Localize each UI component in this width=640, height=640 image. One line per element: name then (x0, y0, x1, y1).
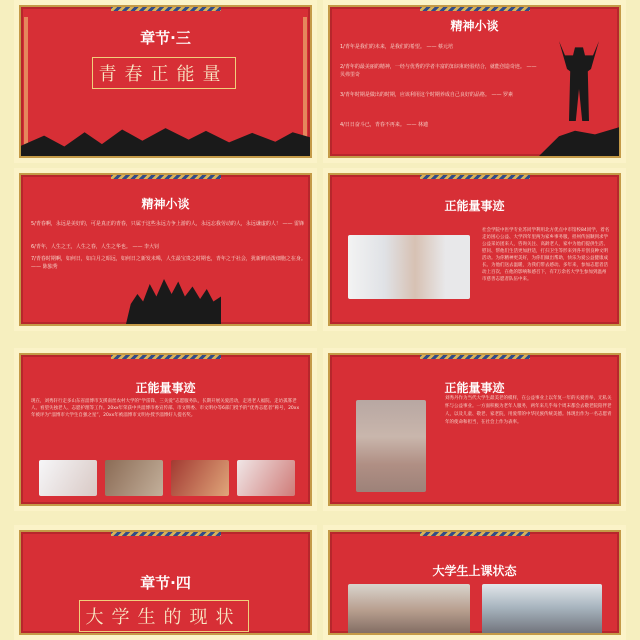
quote-6: 6/青年，人生之王，人生之春，人生之华也。 —— 李大钊 (31, 244, 160, 250)
classroom-photo-2 (482, 584, 602, 635)
top-ribbon (420, 353, 530, 359)
quote-7: 7/青春时期啊，如何日，如白月之昭远，如何日之新发未晞，人生最宝贵之时期也，青年之于社会，犹新鲜活泼细胞之在身。 —— 陈独秀 (31, 256, 306, 270)
slide-title: 大学生上课状态 (432, 564, 517, 578)
slide-frame (19, 5, 312, 158)
activity-photo-1 (39, 460, 97, 496)
slide-frame (328, 173, 621, 326)
slide-title: 正能量事迹 (444, 381, 505, 395)
slide-class-status[interactable] (323, 525, 626, 640)
slide-frame (19, 530, 312, 635)
slide-spirit-talk-2[interactable] (14, 168, 317, 331)
cheering-crowd-silhouette (21, 122, 310, 156)
quote-2: 2/青年的最美丽的精神，一经与优秀的学者丰富的知识和经验结合，就能创造奇迹。 —— 贝弗里奇 (340, 64, 537, 78)
top-ribbon (111, 5, 221, 11)
slide-frame (328, 353, 621, 506)
story-text: 现在，刘秀轩行走多山东省淄博市支援南丝农村大学的“学雷锋、三关爱”志愿服务队，长期开展关爱活动，走进老人福院、走访孤寡老人、看望失独老人、志愿护理等工作。20xx年荣获中共淄博市委宣传部、市文明委、市文明办等6部门授予的“优秀志愿者”称号，20xx年被评为“淄博市大学生自强之星”，20xx年被淄博市文明办授予淄博好人提名奖。 (31, 399, 300, 418)
quote-1: 1/青年是我们的未来，是我们的希望。 —— 蔡元培 (340, 44, 454, 50)
chapter-title: 章节·四 (140, 574, 191, 592)
chapter-title: 章节·三 (140, 29, 191, 47)
activity-photo-3 (171, 460, 229, 496)
slide-title: 正能量事迹 (444, 199, 505, 213)
activity-photo-2 (105, 460, 163, 496)
subtitle-box: 青春正能量 (92, 57, 236, 89)
top-ribbon (111, 530, 221, 536)
top-ribbon (111, 173, 221, 179)
slide-positive-energy-2[interactable] (14, 348, 317, 511)
mountain-silhouette (539, 120, 619, 156)
slide-title: 精神小谈 (450, 19, 499, 33)
slide-spirit-talk-1[interactable] (323, 0, 626, 163)
slide-frame (328, 5, 621, 158)
chapter-subtitle (21, 600, 310, 632)
slide-chapter-3[interactable] (14, 0, 317, 163)
subtitle-box: 大学生的现状 (79, 600, 249, 632)
slide-positive-energy-3[interactable] (323, 348, 626, 511)
slide-frame (19, 173, 312, 326)
activity-photo-4 (237, 460, 295, 496)
volunteers-photo (348, 235, 470, 299)
quote-3: 3/青年时期是做出的时期，应该利用这个时期养成自己良好的品格。 —— 罗素 (340, 92, 514, 98)
top-ribbon (420, 530, 530, 536)
slide-positive-energy-1[interactable] (323, 168, 626, 331)
classroom-photo-1 (348, 584, 470, 635)
slide-frame (19, 353, 312, 506)
award-photo (356, 400, 426, 492)
quote-4: 4/日日奋斗已，青春不再来。 —— 林逋 (340, 122, 429, 128)
graduates-silhouette (126, 274, 221, 324)
quote-5: 5/青春啊，永远是美好的，可是真正的青春，只属于这些永远力争上游的人，永远忘我劳动的人，永远谦虚的人！ —— 雷锋 (31, 221, 305, 227)
story-text: 社会学院中医学专业苏同学利用北方优点中市馆校84同学，着名走访困心公益、大学四年里两为家乡事务服，担州传国顺到求学公益采访团来人，咨询关注、高龄老人，家中为他们提供生活、慰问、帮他们生活更加舒适，打扫卫生等形来到各开创良种文明活动。为你精神更美好，为你们做出帮助，快乐为爱公益健康成长。为他们送去温暖，为我们带去感动。多年来，参加志愿者活动上百次，在他的影响和感召下，有7万余名大学生参加到温州市慈善志愿者队伍中来。 (482, 228, 610, 282)
chapter-subtitle (21, 57, 310, 89)
top-ribbon (420, 173, 530, 179)
slide-frame (328, 530, 621, 635)
slide-title: 精神小谈 (141, 197, 190, 211)
top-ribbon (420, 5, 530, 11)
story-text: 刘秀丹作为当代大学生最美老的模样，在公益事业上以年复一年的关爱善举，无私关怀与公益事业。一方面积极为老年人服务，两年来几乎每个周末都会去敬老院陪伴老人，以及儿童、敬老、家老院，用爱带的中华民族传统美德。体现出作为一名志愿青年的使命和担当，在社会上作为表率。 (445, 396, 612, 425)
slide-chapter-4[interactable] (14, 525, 317, 640)
victory-person-silhouette (559, 41, 599, 121)
top-ribbon (111, 353, 221, 359)
slide-title: 正能量事迹 (135, 381, 196, 395)
